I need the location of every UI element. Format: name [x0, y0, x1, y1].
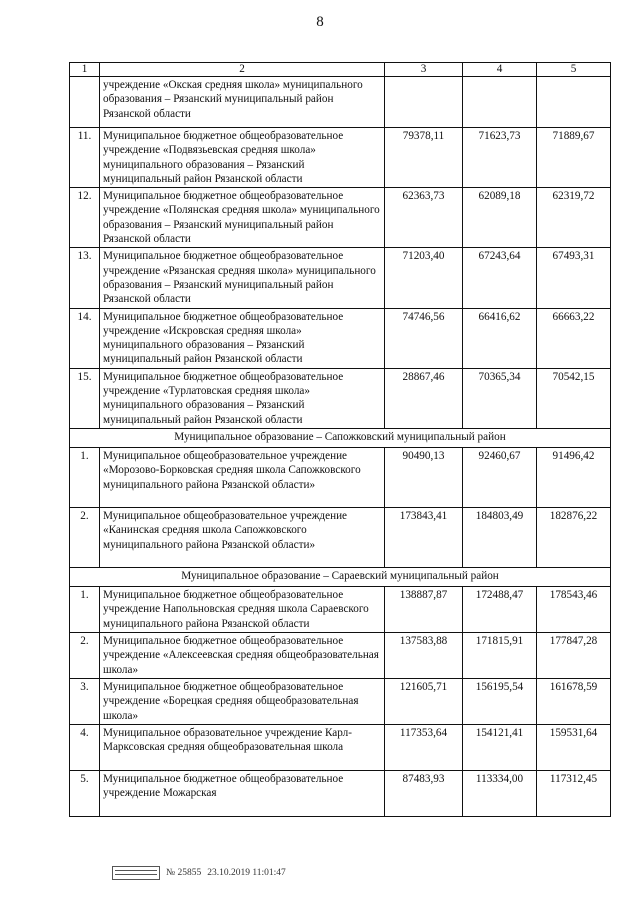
value-col4: 171815,91: [463, 632, 537, 678]
row-number: 14.: [70, 308, 100, 368]
value-col3: 90490,13: [385, 447, 463, 507]
row-number: 1.: [70, 447, 100, 507]
section-title: Муниципальное образование – Сараевский муниципальный район: [70, 567, 611, 586]
column-header: 4: [463, 63, 537, 77]
value-col3: 87483,93: [385, 770, 463, 816]
doc-timestamp: 23.10.2019 11:01:47: [207, 868, 286, 878]
value-col3: [385, 77, 463, 128]
page-number: 8: [316, 14, 324, 30]
institution-name: Муниципальное бюджетное общеобразовательное учреждение «Подвязьевская средняя школа» муниципального образования – Рязанский муниципальный район Рязанской области: [100, 128, 385, 188]
value-col4: 154121,41: [463, 724, 537, 770]
institution-name: Муниципальное образовательное учреждение Карл-Марксовская средняя общеобразовательная школа: [100, 724, 385, 770]
table-row: [70, 724, 611, 770]
row-number: 12.: [70, 188, 100, 248]
institution-name: Муниципальное бюджетное общеобразовательное учреждение «Алексеевская средняя общеобразовательная школа»: [100, 632, 385, 678]
institution-name: Муниципальное бюджетное общеобразовательное учреждение Можарская: [100, 770, 385, 816]
row-number: 13.: [70, 248, 100, 308]
value-col4: 71623,73: [463, 128, 537, 188]
section-row: [70, 567, 611, 586]
value-col3: 62363,73: [385, 188, 463, 248]
section-title: Муниципальное образование – Сапожковский муниципальный район: [70, 428, 611, 447]
institution-name: Муниципальное общеобразовательное учреждение «Морозово-Борковская средняя школа Сапожковского муниципального района Рязанской области»: [100, 447, 385, 507]
institution-name: учреждение «Окская средняя школа» муниципального образования – Рязанский муниципальный район Рязанской области: [100, 77, 385, 128]
table-row: [70, 678, 611, 724]
table-header-row: [70, 63, 611, 77]
row-number: 11.: [70, 128, 100, 188]
value-col4: 67243,64: [463, 248, 537, 308]
value-col5: 159531,64: [537, 724, 611, 770]
value-col3: 71203,40: [385, 248, 463, 308]
value-col3: 79378,11: [385, 128, 463, 188]
column-header: 3: [385, 63, 463, 77]
value-col3: 137583,88: [385, 632, 463, 678]
value-col4: 113334,00: [463, 770, 537, 816]
institution-name: Муниципальное общеобразовательное учреждение «Канинская средняя школа Сапожковского муниципального района Рязанской области»: [100, 507, 385, 567]
value-col3: 28867,46: [385, 368, 463, 428]
table-row-continuation: [70, 77, 611, 128]
value-col5: 70542,15: [537, 368, 611, 428]
value-col3: 173843,41: [385, 507, 463, 567]
value-col5: 66663,22: [537, 308, 611, 368]
institution-name: Муниципальное бюджетное общеобразовательное учреждение «Турлатовская средняя школа» муниципального образования – Рязанский муниципальный район Рязанской области: [100, 368, 385, 428]
table-row: [70, 128, 611, 188]
table-row: [70, 368, 611, 428]
value-col5: 67493,31: [537, 248, 611, 308]
document-footer: [112, 866, 286, 880]
value-col4: 62089,18: [463, 188, 537, 248]
table-row: [70, 308, 611, 368]
value-col4: [463, 77, 537, 128]
allocation-table: [69, 62, 611, 817]
value-col5: 62319,72: [537, 188, 611, 248]
institution-name: Муниципальное бюджетное общеобразовательное учреждение «Искровская средняя школа» муниципального образования – Рязанский муниципальный район Рязанской области: [100, 308, 385, 368]
value-col5: 91496,42: [537, 447, 611, 507]
value-col5: 161678,59: [537, 678, 611, 724]
barcode-stamp-icon: [112, 866, 160, 880]
table-row: [70, 632, 611, 678]
value-col5: 177847,28: [537, 632, 611, 678]
value-col4: 70365,34: [463, 368, 537, 428]
table-row: [70, 507, 611, 567]
institution-name: Муниципальное бюджетное общеобразовательное учреждение «Полянская средняя школа» муниципального образования – Рязанский муниципальный район Рязанской области: [100, 188, 385, 248]
row-number: 5.: [70, 770, 100, 816]
value-col5: 117312,45: [537, 770, 611, 816]
value-col4: 172488,47: [463, 586, 537, 632]
value-col4: 92460,67: [463, 447, 537, 507]
value-col5: 178543,46: [537, 586, 611, 632]
value-col3: 121605,71: [385, 678, 463, 724]
institution-name: Муниципальное бюджетное общеобразовательное учреждение «Борецкая средняя общеобразовательная школа»: [100, 678, 385, 724]
table-row: [70, 188, 611, 248]
column-header: 5: [537, 63, 611, 77]
table-row: [70, 447, 611, 507]
doc-number: № 25855: [166, 868, 202, 878]
section-row: [70, 428, 611, 447]
column-header: 1: [70, 63, 100, 77]
row-number: 2.: [70, 632, 100, 678]
column-header: 2: [100, 63, 385, 77]
value-col4: 156195,54: [463, 678, 537, 724]
row-number: 3.: [70, 678, 100, 724]
row-number: 2.: [70, 507, 100, 567]
row-number: [70, 77, 100, 128]
value-col5: 182876,22: [537, 507, 611, 567]
value-col4: 66416,62: [463, 308, 537, 368]
value-col3: 138887,87: [385, 586, 463, 632]
value-col5: [537, 77, 611, 128]
institution-name: Муниципальное бюджетное общеобразовательное учреждение «Рязанская средняя школа» муниципального образования – Рязанский муниципальный район Рязанской области: [100, 248, 385, 308]
table-row: [70, 770, 611, 816]
row-number: 15.: [70, 368, 100, 428]
row-number: 4.: [70, 724, 100, 770]
table-row: [70, 586, 611, 632]
value-col5: 71889,67: [537, 128, 611, 188]
value-col4: 184803,49: [463, 507, 537, 567]
table-row: [70, 248, 611, 308]
value-col3: 74746,56: [385, 308, 463, 368]
institution-name: Муниципальное бюджетное общеобразовательное учреждение Напольновская средняя школа Сараевского муниципального района Рязанской области: [100, 586, 385, 632]
value-col3: 117353,64: [385, 724, 463, 770]
row-number: 1.: [70, 586, 100, 632]
